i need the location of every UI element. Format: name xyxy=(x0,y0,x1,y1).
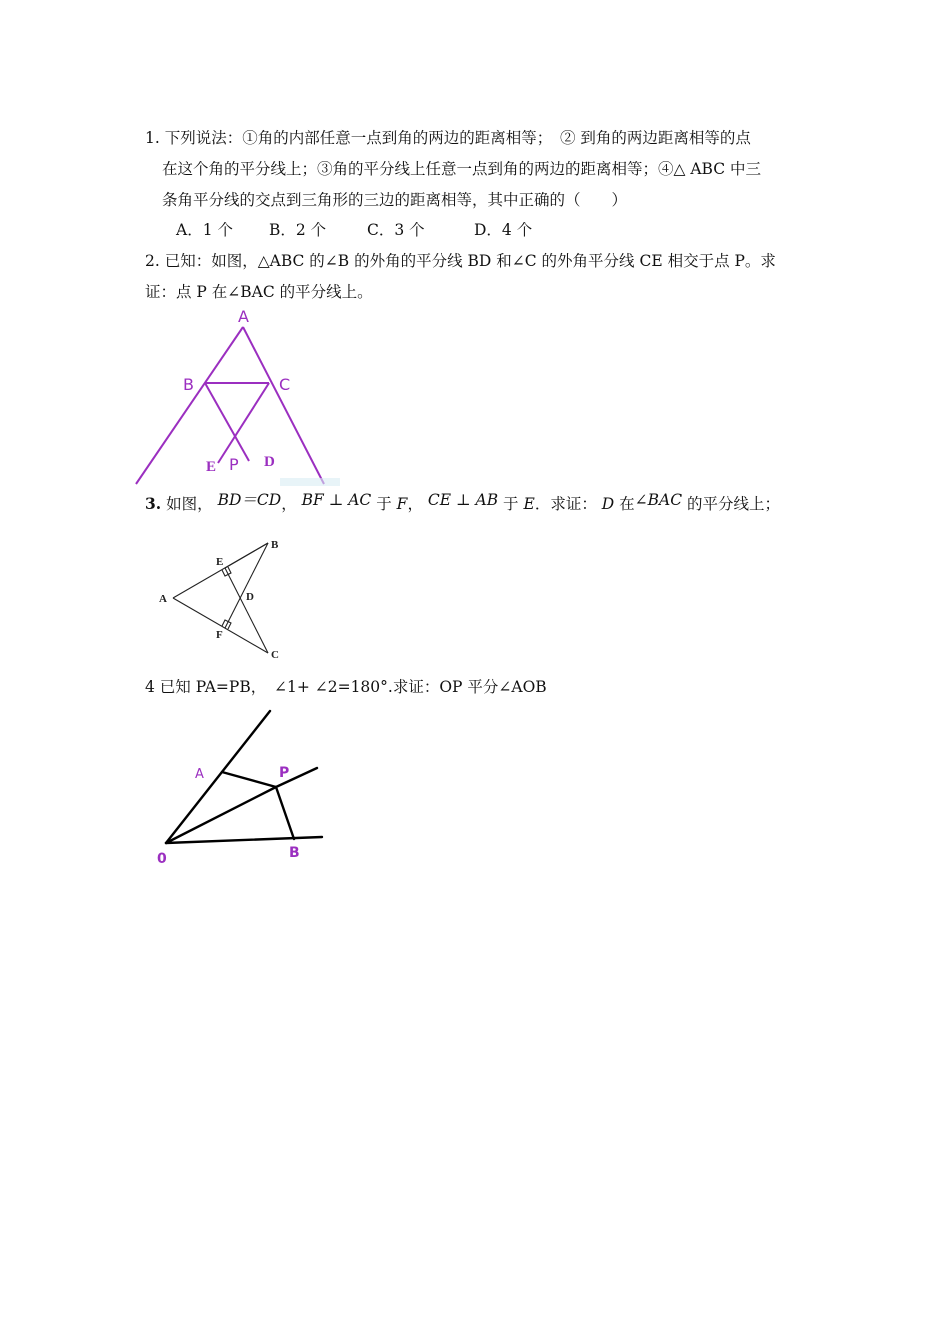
q1-option-b: B．2 个 xyxy=(269,221,327,239)
q1-line-2: 在这个角的平分线上；③角的平分线上任意一点到角的两边的距离相等；④△ ABC 中三 xyxy=(162,160,762,178)
q4-line: 4 已知 PA=PB， ∠1+ ∠2=180°.求证：OP 平分∠AOB xyxy=(145,678,547,696)
q2-figure xyxy=(130,306,350,486)
q2-line-2: 证：点 P 在∠BAC 的平分线上。 xyxy=(145,283,373,301)
q4-figure xyxy=(150,705,350,870)
q2-label-c: C xyxy=(279,375,291,394)
q3-var-d: D xyxy=(601,495,615,513)
q2-label-b: B xyxy=(183,375,194,394)
q2-line-1: 2. 已知：如图，△ABC 的∠B 的外角的平分线 BD 和∠C 的外角平分线 CE 相交于点 P。求 xyxy=(145,252,776,270)
q4-label-p: P xyxy=(279,765,290,781)
q2-label-a: A xyxy=(238,307,249,326)
q1-line-1: 1. 下列说法：①角的内部任意一点到角的两边的距离相等； ② 到角的两边距离相等的点 xyxy=(145,129,751,147)
q2-line-ab-extended xyxy=(136,327,243,484)
q3-label-a: A xyxy=(159,593,167,605)
q3-figure xyxy=(150,530,300,660)
q3-text-7: 在 xyxy=(619,495,635,513)
q4-ray-oa xyxy=(166,711,270,843)
q3-expr-bd-cd: BD＝CD xyxy=(217,491,282,509)
q4-label-a: A xyxy=(195,767,204,782)
q4-label-b: B xyxy=(289,845,300,861)
q4-ray-ob xyxy=(166,837,322,843)
q4-line-op xyxy=(166,787,276,843)
q3-text-1: 如图， xyxy=(166,495,213,513)
q3-label-f: F xyxy=(216,629,223,641)
q3-label-d: D xyxy=(246,591,254,603)
q3-label-c: C xyxy=(271,649,279,660)
q3-text-6: ．求证： xyxy=(534,495,597,513)
q3-text-2: ， xyxy=(281,495,297,513)
q1-line-3: 条角平分线的交点到三角形的三边的距离相等，其中正确的（ ） xyxy=(162,191,628,209)
q3-text-4: ， xyxy=(407,495,423,513)
q1-option-a: A．1 个 xyxy=(176,221,233,239)
q2-label-e: E xyxy=(206,459,217,475)
q3-expr-bf-ac: BF ⊥ AC xyxy=(301,491,372,509)
q4-line-pb xyxy=(276,787,294,839)
q3-label-b: B xyxy=(271,539,279,551)
q1-option-d: D．4 个 xyxy=(474,221,533,239)
q3-text-8: 的平分线上； xyxy=(687,495,781,513)
q1-option-c: C．3 个 xyxy=(367,221,425,239)
q3-text-3: 于 xyxy=(376,495,392,513)
q3-expr-angle-bac: ∠BAC xyxy=(634,491,683,509)
q2-label-d: D xyxy=(264,454,275,470)
q4-line-ap xyxy=(222,772,276,787)
q2-label-p: P xyxy=(229,455,239,474)
q3-line xyxy=(145,491,781,514)
q4-label-o: 0 xyxy=(157,851,167,867)
q3-text-5: 于 xyxy=(503,495,519,513)
q3-number: 3. xyxy=(145,494,162,513)
q3-expr-ce-ab: CE ⊥ AB xyxy=(427,491,499,509)
q3-label-e: E xyxy=(216,556,224,568)
q3-var-f: F xyxy=(396,495,408,513)
q3-var-e: E xyxy=(523,495,535,513)
